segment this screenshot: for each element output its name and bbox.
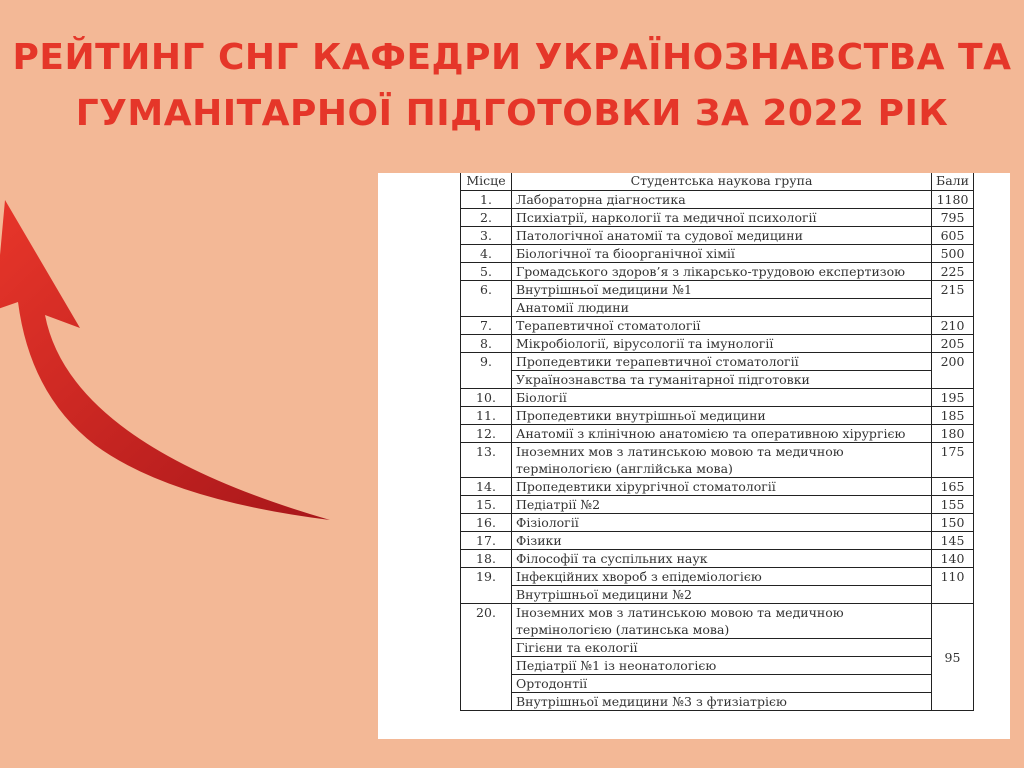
row-group-name: Українознавства та гуманітарної підготовки [512, 371, 932, 389]
row-place: 17. [461, 532, 512, 550]
row-group-name: Внутрішньої медицини №1 [512, 281, 932, 299]
row-group-name: Біологічної та біоорганічної хімії [512, 245, 932, 263]
row-score: 185 [932, 407, 974, 425]
row-group-name: Пропедевтики хірургічної стоматології [512, 478, 932, 496]
table-row [461, 191, 974, 209]
row-place: 11. [461, 407, 512, 425]
table-row [461, 657, 974, 675]
row-place: 20. [461, 604, 512, 711]
row-group-name: Пропедевтики терапевтичної стоматології [512, 353, 932, 371]
table-row [461, 209, 974, 227]
row-place: 13. [461, 443, 512, 478]
row-group-name: Філософії та суспільних наук [512, 550, 932, 568]
row-group-name: Педіатрії №2 [512, 496, 932, 514]
header-group: Студентська наукова група [512, 173, 932, 191]
row-group-name: Педіатрії №1 із неонатологією [512, 657, 932, 675]
table-row [461, 425, 974, 443]
row-group-name: Ортодонтії [512, 675, 932, 693]
row-score: 210 [932, 317, 974, 335]
row-place: 16. [461, 514, 512, 532]
row-place: 1. [461, 191, 512, 209]
row-group-name: Пропедевтики внутрішньої медицини [512, 407, 932, 425]
rating-document [378, 173, 1010, 739]
row-place: 15. [461, 496, 512, 514]
row-score: 795 [932, 209, 974, 227]
row-score: 155 [932, 496, 974, 514]
table-row [461, 496, 974, 514]
header-place: Місце [461, 173, 512, 191]
table-row [461, 478, 974, 496]
table-row [461, 407, 974, 425]
row-group-name: Іноземних мов з латинською мовою та медичною термінологією (англійська мова) [512, 443, 932, 478]
row-group-name: Мікробіології, вірусології та імунології [512, 335, 932, 353]
title-line-1: РЕЙТИНГ СНГ КАФЕДРИ УКРАЇНОЗНАВСТВА ТА [12, 37, 1012, 78]
row-group-name: Фізики [512, 532, 932, 550]
table-row [461, 550, 974, 568]
row-score: 175 [932, 443, 974, 478]
row-place: 19. [461, 568, 512, 604]
row-place: 8. [461, 335, 512, 353]
curved-arrow-icon [0, 190, 340, 540]
row-score: 95 [932, 604, 974, 711]
table-row [461, 568, 974, 586]
row-score: 215 [932, 281, 974, 317]
row-score: 205 [932, 335, 974, 353]
row-place: 12. [461, 425, 512, 443]
table-row [461, 389, 974, 407]
table-row [461, 371, 974, 389]
table-row [461, 353, 974, 371]
table-row [461, 335, 974, 353]
row-score: 195 [932, 389, 974, 407]
row-score: 165 [932, 478, 974, 496]
row-place: 2. [461, 209, 512, 227]
row-score: 605 [932, 227, 974, 245]
table-row [461, 604, 974, 639]
row-group-name: Біології [512, 389, 932, 407]
row-score: 200 [932, 353, 974, 389]
table-row [461, 586, 974, 604]
row-place: 5. [461, 263, 512, 281]
row-group-name: Фізіології [512, 514, 932, 532]
row-score: 180 [932, 425, 974, 443]
table-row [461, 263, 974, 281]
table-row [461, 514, 974, 532]
row-place: 10. [461, 389, 512, 407]
row-score: 150 [932, 514, 974, 532]
row-place: 3. [461, 227, 512, 245]
table-body [461, 191, 974, 711]
row-group-name: Терапевтичної стоматології [512, 317, 932, 335]
row-score: 225 [932, 263, 974, 281]
title-line-2: ГУМАНІТАРНОЇ ПІДГОТОВКИ ЗА 2022 РІК [75, 93, 949, 134]
row-score: 140 [932, 550, 974, 568]
table-row [461, 443, 974, 478]
row-group-name: Внутрішньої медицини №2 [512, 586, 932, 604]
row-place: 18. [461, 550, 512, 568]
row-group-name: Гігієни та екології [512, 639, 932, 657]
row-score: 500 [932, 245, 974, 263]
table-row [461, 281, 974, 299]
row-score: 145 [932, 532, 974, 550]
row-group-name: Громадського здоров’я з лікарсько-трудовою експертизою [512, 263, 932, 281]
rating-table [460, 173, 974, 711]
row-place: 9. [461, 353, 512, 389]
header-score: Бали [932, 173, 974, 191]
row-score: 110 [932, 568, 974, 604]
row-place: 6. [461, 281, 512, 317]
row-group-name: Психіатрії, наркології та медичної психології [512, 209, 932, 227]
table-row [461, 299, 974, 317]
row-place: 14. [461, 478, 512, 496]
table-row [461, 245, 974, 263]
table-row [461, 639, 974, 657]
row-group-name: Інфекційних хвороб з епідеміологією [512, 568, 932, 586]
table-row [461, 532, 974, 550]
row-score: 1180 [932, 191, 974, 209]
table-row [461, 675, 974, 693]
row-group-name: Анатомії людини [512, 299, 932, 317]
page-title [0, 30, 1024, 142]
row-place: 4. [461, 245, 512, 263]
table-row [461, 317, 974, 335]
table-row [461, 693, 974, 711]
table-row [461, 227, 974, 245]
row-group-name: Патологічної анатомії та судової медицини [512, 227, 932, 245]
row-group-name: Внутрішньої медицини №3 з фтизіатрією [512, 693, 932, 711]
row-group-name: Іноземних мов з латинською мовою та медичною термінологією (латинська мова) [512, 604, 932, 639]
table-header-row [461, 173, 974, 191]
row-group-name: Анатомії з клінічною анатомією та оперативною хірургією [512, 425, 932, 443]
row-place: 7. [461, 317, 512, 335]
row-group-name: Лабораторна діагностика [512, 191, 932, 209]
